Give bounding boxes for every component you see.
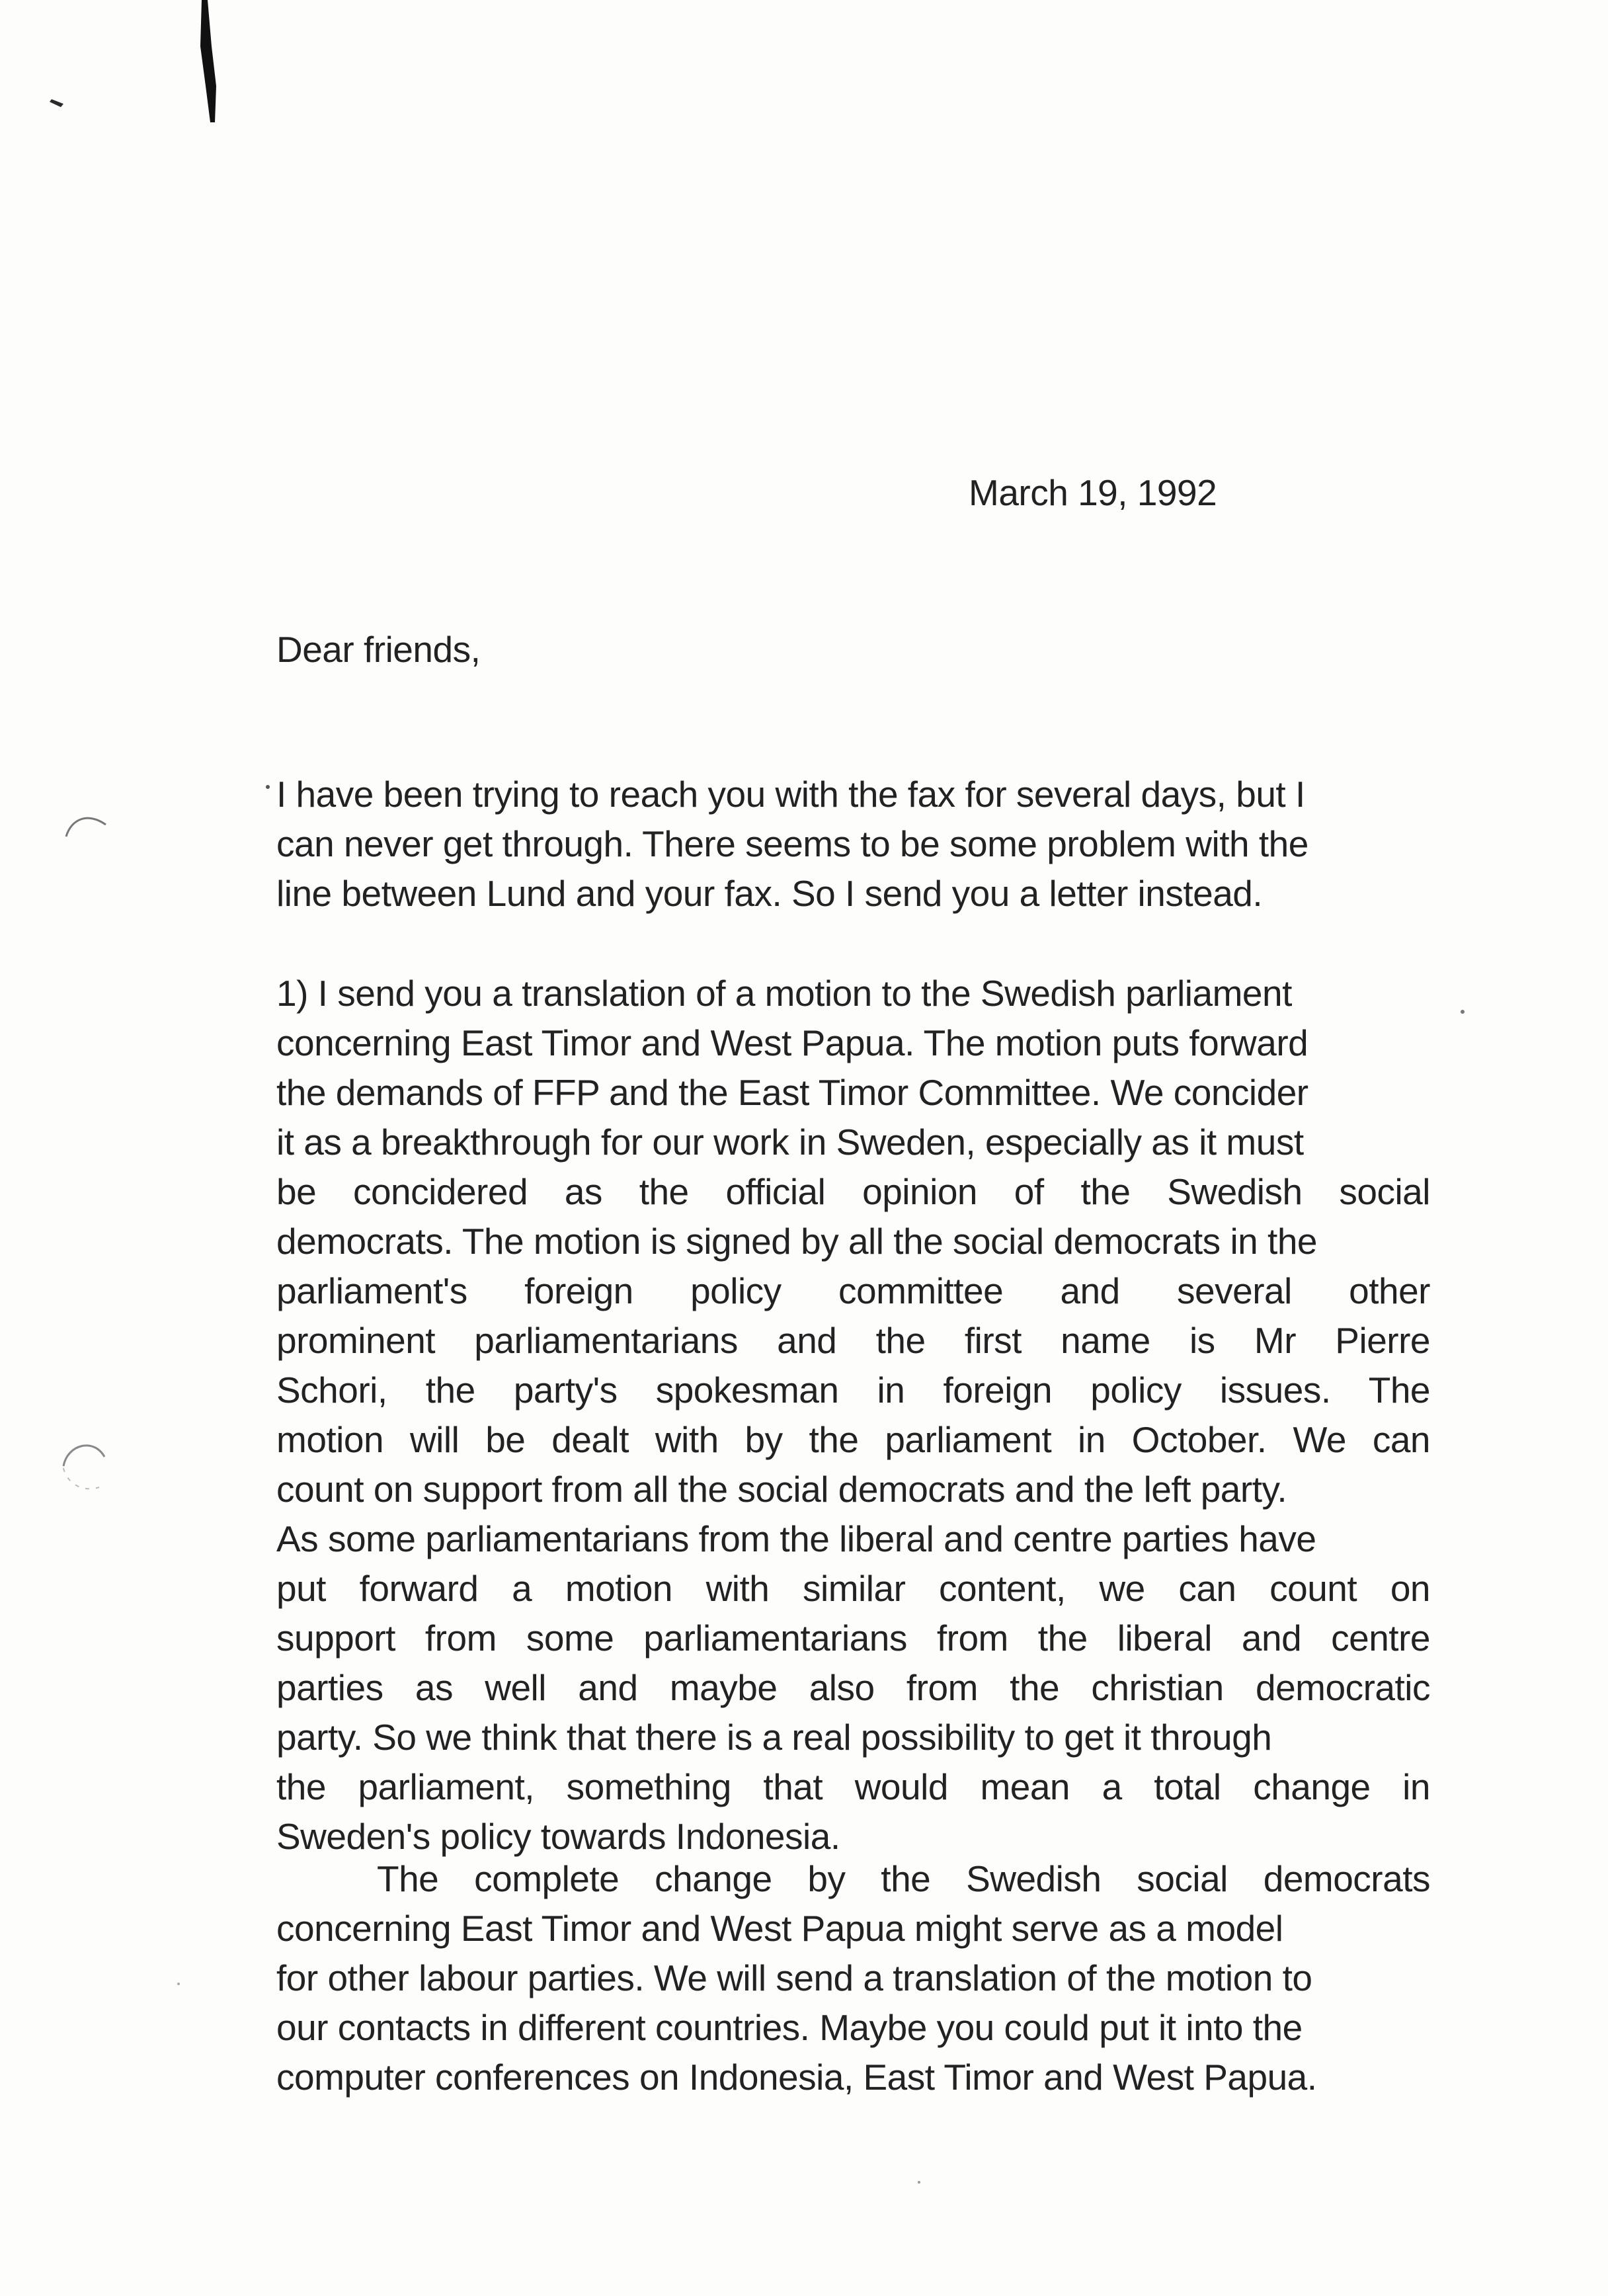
paragraph-line: Sweden's policy towards Indonesia. [276, 1816, 840, 1857]
paragraph-line: the parliament, something that would mean a total change in [276, 1766, 1430, 1807]
speck-mark [918, 2181, 920, 2184]
paragraph-line: The complete change by the Swedish social democrats [377, 1858, 1430, 1899]
letter-salutation: Dear friends, [276, 629, 481, 670]
paragraph-line: parties as well and maybe also from the christian democratic [276, 1667, 1430, 1708]
paragraph-line: be concidered as the official opinion of the Swedish social [276, 1171, 1430, 1212]
paragraph-line: concerning East Timor and West Papua. The motion puts forward [276, 1022, 1308, 1063]
paragraph-model [276, 1854, 1430, 2102]
paragraph-motion [276, 969, 1430, 1862]
paragraph-intro [276, 770, 1430, 919]
left-hole-punch-lower-shadow-mark [63, 1468, 99, 1489]
paragraph-line: party. So we think that there is a real possibility to get it through [276, 1717, 1272, 1758]
paragraph-line: As some parliamentarians from the liberal and centre parties have [276, 1518, 1316, 1559]
paragraph-line: 1) I send you a translation of a motion to the Swedish parliament [276, 973, 1292, 1014]
left-hole-punch-lower-mark [63, 1446, 104, 1466]
speck-mark [266, 785, 270, 789]
top-left-ink-stroke-mark [200, 0, 216, 122]
letter-date: March 19, 1992 [969, 472, 1217, 513]
paragraph-line: put forward a motion with similar content, we can count on [276, 1568, 1430, 1609]
paragraph-line: count on support from all the social democrats and the left party. [276, 1469, 1287, 1510]
paragraph-line: democrats. The motion is signed by all the social democrats in the [276, 1221, 1318, 1262]
speck-mark [177, 1983, 180, 1985]
paragraph-line: I have been trying to reach you with the fax for several days, but I [276, 774, 1305, 815]
paragraph-line: computer conferences on Indonesia, East Timor and West Papua. [276, 2057, 1317, 2098]
paragraph-line: concerning East Timor and West Papua might serve as a model [276, 1908, 1283, 1949]
paragraph-line: line between Lund and your fax. So I send you a letter instead. [276, 873, 1263, 914]
paragraph-line: prominent parliamentarians and the first name is Mr Pierre [276, 1320, 1430, 1361]
paragraph-line: our contacts in different countries. Maybe you could put it into the [276, 2007, 1303, 2048]
left-hole-punch-upper-mark [66, 818, 106, 837]
paragraph-line: it as a breakthrough for our work in Sweden, especially as it must [276, 1122, 1304, 1163]
speck-mark [1461, 1010, 1465, 1014]
paragraph-line: support from some parliamentarians from the liberal and centre [276, 1618, 1430, 1659]
paragraph-line: can never get through. There seems to be some problem with the [276, 823, 1308, 864]
paragraph-line: the demands of FFP and the East Timor Committee. We concider [276, 1072, 1308, 1113]
paragraph-line: for other labour parties. We will send a translation of the motion to [276, 1957, 1312, 1998]
paragraph-line: motion will be dealt with by the parliament in October. We can [276, 1419, 1430, 1460]
paragraph-line: Schori, the party's spokesman in foreign policy issues. The [276, 1370, 1430, 1411]
paragraph-line: parliament's foreign policy committee and several other [276, 1270, 1430, 1311]
top-left-small-dash-mark [50, 99, 63, 107]
